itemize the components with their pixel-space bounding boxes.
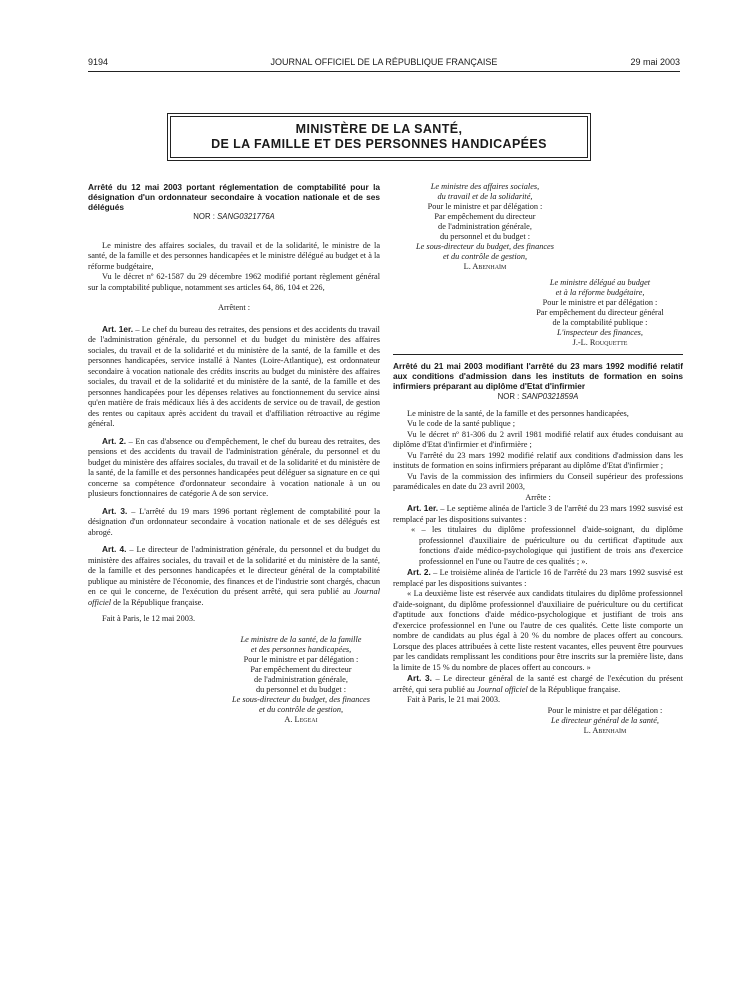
header-rule xyxy=(88,71,680,72)
nor-label: NOR : xyxy=(497,392,520,401)
arrete-label: Arrête : xyxy=(525,492,551,502)
nor-reference-2 xyxy=(393,392,683,403)
signature-minister-2: et des personnes handicapées, xyxy=(250,644,352,654)
decree-title-2: Arrêté du 21 mai 2003 modifiant l'arrêté du 23 mars 1992 modifié relatif aux conditions d'admission dans les instituts de formation en soins infirmiers préparant au diplôme d'Etat d'infirmier xyxy=(393,361,683,391)
article-3 xyxy=(88,506,380,539)
article-3-text: – L'arrêté du 19 mars 1996 portant règlement de comptabilité pour la désignation d'un ordonnateur secondaire à vocation nationale et de ses délégués est abrogé. xyxy=(88,506,381,537)
fait-a-paris: Fait à Paris, le 12 mai 2003. xyxy=(102,614,196,623)
signature-dg-name: L. Abenhaïm xyxy=(583,725,627,735)
article-1-text: – Le septième alinéa de l'article 3 de l'arrêté du 23 mars 1992 susvisé est remplacé par les dispositions suivantes : xyxy=(393,504,683,524)
article-3-jo: Journal officiel xyxy=(476,684,528,694)
nor-label: NOR : xyxy=(193,212,215,221)
article-4 xyxy=(88,544,380,608)
nor-code: SANG0321776A xyxy=(217,212,275,221)
signature-minister-2: du travail et de la solidarité, xyxy=(437,192,533,201)
signature-block-right-3 xyxy=(513,706,683,736)
signature-inspector: L'inspecteur des finances, xyxy=(557,328,643,337)
article-2 xyxy=(88,436,380,500)
vu-4: Vu l'avis de la commission des infirmiers du Conseil supérieur des professions paramédicales en date du 23 avril 2003, xyxy=(393,471,683,491)
signature-minister-1: Le ministre de la santé, de la famille xyxy=(240,634,362,644)
vu-1: Vu le code de la santé publique ; xyxy=(407,419,516,428)
signature-delegation-4: du personnel et du budget : xyxy=(439,232,531,241)
signature-delegation-3: de l'administration générale, xyxy=(254,674,348,684)
vu-paragraph: Vu le décret nº 62-1587 du 29 décembre 1962 modifié portant règlement général sur la comptabilité publique, notamment ses articles 64, 86, 104 et 226, xyxy=(88,272,380,292)
article-4-jo: Journal officiel xyxy=(88,587,380,607)
article-2-label: Art. 2. xyxy=(102,435,127,446)
signature-delegation-2: Par empêchement du directeur xyxy=(250,664,352,674)
ministry-line-2: DE LA FAMILLE ET DES PERSONNES HANDICAPÉES xyxy=(211,137,547,151)
vu-3: Vu l'arrêté du 23 mars 1992 modifié relatif aux conditions d'admission dans les instituts de formation en soins infirmiers préparant au diplôme d'Etat d'infirmier ; xyxy=(393,450,683,470)
signature-budget-delegation-3: de la comptabilité publique : xyxy=(552,318,648,327)
page-header xyxy=(88,57,680,71)
article-1 xyxy=(88,324,380,430)
signature-budget-minister-2: et à la réforme budgétaire, xyxy=(555,288,645,297)
issue-date: 29 mai 2003 xyxy=(630,57,680,67)
right-column xyxy=(393,182,683,736)
intro-paragraph-2: Le ministre de la santé, de la famille et des personnes handicapées, xyxy=(407,408,629,418)
signature-budget-delegation-2: Par empêchement du directeur général xyxy=(536,308,664,317)
left-column xyxy=(88,182,380,725)
intro-paragraph: Le ministre des affaires sociales, du travail et de la solidarité, le ministre de la santé, de la famille et des personnes handicapées et le ministre délégué au budget et à la réforme budgétaire, xyxy=(88,240,380,271)
signature-block-left xyxy=(208,635,380,725)
signature-delegation-4: du personnel et du budget : xyxy=(255,684,347,694)
article-2-text: – Le troisième alinéa de l'article 16 de l'arrêté du 23 mars 1992 susvisé est remplacé par les dispositions suivantes : xyxy=(393,568,683,588)
nor-reference-1 xyxy=(88,212,380,223)
signature-director-general: Le directeur général de la santé, xyxy=(551,715,659,725)
signature-subdirector-2: et du contrôle de gestion, xyxy=(442,252,528,261)
signature-block-right-2 xyxy=(503,278,683,348)
signature-subdirector-1: Le sous-directeur du budget, des finances xyxy=(232,694,370,704)
nor-code: SANP0321859A xyxy=(521,392,579,401)
article-3-text-b: de la République française. xyxy=(527,684,621,694)
article-1-r xyxy=(393,503,683,525)
article-3-label: Art. 3. xyxy=(102,505,128,516)
signature-budget-delegation-1: Pour le ministre et par délégation : xyxy=(542,298,658,307)
article-1-label: Art. 1er. xyxy=(407,503,439,513)
signature-budget-minister-1: Le ministre délégué au budget xyxy=(549,278,651,287)
journal-title: JOURNAL OFFICIEL DE LA RÉPUBLIQUE FRANÇAISE xyxy=(270,57,498,67)
decree-title-1: Arrêté du 12 mai 2003 portant réglementation de comptabilité pour la désignation d'un ordonnateur secondaire à vocation nationale et de ses délégués xyxy=(88,182,380,212)
arretent-label: Arrêtent : xyxy=(217,303,251,312)
signature-delegation-1: Pour le ministre et par délégation : xyxy=(243,654,359,664)
signature-delegation-2: Par empêchement du directeur xyxy=(434,212,536,221)
ministry-heading xyxy=(170,116,588,158)
page-number: 9194 xyxy=(88,57,109,67)
article-2-label: Art. 2. xyxy=(407,567,431,577)
article-1-text: – Le chef du bureau des retraites, des pensions et des accidents du travail de l'administration générale, du personnel et du budget du ministère des affaires sociales, du travail et de la solidarité et du ministère de la santé, de la famille et des personnes handicapées, service installé à Nantes (Loire-Atlantique), est ordonnateur secondaire à vocation nationale des crédits inscrits au budget du ministère des affaires sociales, du travail et de la solidarité et du ministère de la santé, de la famille et des personnes handicapées pour les dépenses relatives au fonctionnement du service ainsi qu'en matière de frais médicaux liés à des accidents de service ou de travail, de gestion des rentes ou capitaux après accident du travail et d'affiliation rétroactive au régime général. xyxy=(88,324,380,428)
signature-delegation-3: de l'administration générale, xyxy=(438,222,532,231)
signature-name: L. Abenhaïm xyxy=(463,262,507,271)
article-2-quote: « La deuxième liste est réservée aux candidats titulaires du diplôme professionnel d'aide-soignant, du diplôme professionnel d'auxiliaire de puériculture ou du certificat d'aptitude aux fonctions d'aide médico-psychologique et justifiant de trois ans d'exercice professionnel en l'une ou l'autre de ces qualités. Cette liste comporte un nombre de candidats au plus égal à 20 % du nombre de places offert au concours. Lorsque des places attribuées à cette liste restent vacantes, elles peuvent être pourvues par les candidats remplissant les conditions pour être inscrits sur la première liste, dans la limite de 15 % du nombre de places offert au concours. » xyxy=(393,589,683,672)
signature-subdirector-1: Le sous-directeur du budget, des finances xyxy=(416,242,554,251)
signature-delegation-1: Pour le ministre et par délégation : xyxy=(427,202,543,211)
article-2-r xyxy=(393,567,683,589)
signature-inspector-name: J.-L. Rouquette xyxy=(572,338,628,347)
article-4-text-a: – Le directeur de l'administration générale, du personnel et du budget du ministère des affaires sociales, du travail et de la solidarité et du ministère de la santé, de la famille et des personnes handicapées et le directeur général de la comptabilité publique au ministère de l'économie, des finances et de l'industrie sont chargés, chacun en ce qui le concerne, de l'exécution du présent arrêté, qui sera publié au xyxy=(88,545,380,596)
article-1-label: Art. 1er. xyxy=(102,323,134,334)
vu-2: Vu le décret nº 81-306 du 2 avril 1981 modifié relatif aux études conduisant au diplôme d'Etat d'infirmier et d'infirmière ; xyxy=(393,429,683,449)
article-4-text-b: de la République française. xyxy=(111,597,204,607)
fait-a-paris-2: Fait à Paris, le 21 mai 2003. xyxy=(407,695,501,704)
signature-subdirector-2: et du contrôle de gestion, xyxy=(258,704,344,714)
signature-name: A. Legeai xyxy=(284,714,318,724)
section-divider xyxy=(393,354,683,355)
signature-delegation: Pour le ministre et par délégation : xyxy=(547,705,663,715)
article-3-text-a: – Le directeur général de la santé est chargé de l'exécution du présent arrêté, qui sera publié au xyxy=(393,674,683,694)
signature-minister-1: Le ministre des affaires sociales, xyxy=(430,182,540,191)
article-1-quote: « – les titulaires du diplôme professionnel d'aide-soignant, du diplôme professionnel d'auxiliaire de puériculture ou du certificat d'aptitude aux fonctions d'aide médico-psychologique qui justifient de trois ans d'exercice professionnel en l'une ou l'autre de ces qualités ; ». xyxy=(411,525,683,566)
article-4-label: Art. 4. xyxy=(102,544,127,554)
article-3-r xyxy=(393,673,683,695)
signature-block-right-1 xyxy=(393,182,563,272)
article-2-text: – En cas d'absence ou d'empêchement, le chef du bureau des retraites, des pensions et des accidents du travail de l'administration générale, du personnel et du budget du ministère des affaires sociales, du travail et de la solidarité et du ministère de la santé, de la famille et des personnes handicapées peut déléguer sa signature en ce qui concerne sa compétence d'ordonnateur secondaire à vocation nationale à un ou plusieurs fonctionnaires de catégorie A de son service. xyxy=(88,436,380,498)
ministry-line-1: MINISTÈRE DE LA SANTÉ, xyxy=(295,122,463,136)
article-3-label: Art. 3. xyxy=(407,673,432,683)
